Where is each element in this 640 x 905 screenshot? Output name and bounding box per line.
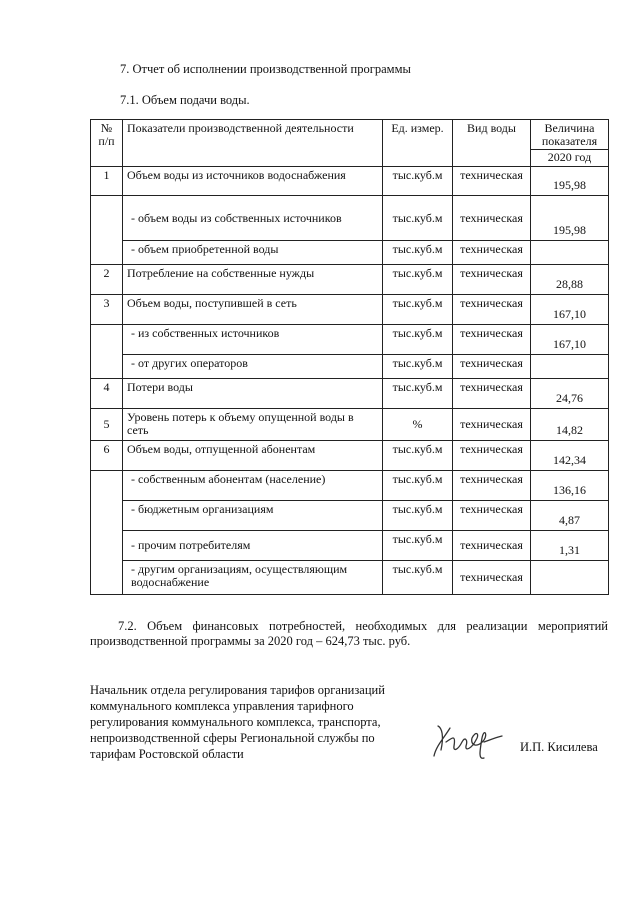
row-name: - от других операторов: [123, 355, 383, 379]
row-value: [531, 561, 609, 595]
table-row: [91, 196, 609, 241]
row-value: [531, 241, 609, 265]
row-value: [531, 355, 609, 379]
header-value: [531, 120, 609, 167]
row-kind: техническая: [453, 196, 531, 241]
table-row: [91, 295, 609, 325]
row-name: - бюджетным организациям: [123, 501, 383, 531]
section-title: 7. Отчет об исполнении производственной программы: [120, 62, 411, 76]
water-volume-table: [90, 119, 609, 595]
row-num: [91, 471, 123, 595]
table-row: [91, 265, 609, 295]
row-kind: техническая: [453, 409, 531, 441]
row-value: 195,98: [531, 167, 609, 196]
header-name: Показатели производственной деятельности: [123, 120, 383, 167]
row-unit: тыс.куб.м: [383, 471, 453, 501]
row-num: 4: [91, 379, 123, 409]
row-name: Потери воды: [123, 379, 383, 409]
row-name: - прочим потребителям: [123, 531, 383, 561]
row-kind: техническая: [453, 471, 531, 501]
table-header-row: [91, 120, 609, 167]
row-kind: техническая: [453, 295, 531, 325]
row-unit: тыс.куб.м: [383, 167, 453, 196]
signature-stroke: [434, 726, 502, 758]
subsection-title: 7.1. Объем подачи воды.: [120, 93, 250, 107]
signer-position: Начальник отдела регулирования тарифов организаций коммунального комплекса управления тарифного регулирования коммунального комплекса, транспорта, непроизводственной сферы Региональной службы по тарифам Ростовской области: [90, 683, 385, 761]
table-row: [91, 441, 609, 471]
table-row: [91, 531, 609, 561]
row-kind: техническая: [453, 501, 531, 531]
header-unit: Ед. измер.: [383, 120, 453, 167]
row-name: - объем воды из собственных источников: [123, 196, 383, 241]
row-name: Потребление на собственные нужды: [123, 265, 383, 295]
row-kind: техническая: [453, 265, 531, 295]
table-row: [91, 355, 609, 379]
row-value: 4,87: [531, 501, 609, 531]
signer-name: И.П. Кисилева: [520, 740, 598, 754]
table-row: [91, 325, 609, 355]
row-num: 3: [91, 295, 123, 325]
table-row: [91, 501, 609, 531]
row-unit: тыс.куб.м: [383, 325, 453, 355]
row-name: - собственным абонентам (население): [123, 471, 383, 501]
row-kind: техническая: [453, 241, 531, 265]
row-kind: техническая: [453, 355, 531, 379]
row-kind: техническая: [453, 441, 531, 471]
row-value: 28,88: [531, 265, 609, 295]
row-value: 1,31: [531, 531, 609, 561]
row-num: [91, 196, 123, 265]
row-unit: тыс.куб.м: [383, 241, 453, 265]
table-row: [91, 241, 609, 265]
row-unit: тыс.куб.м: [383, 501, 453, 531]
header-value-label: Величина показателя: [541, 121, 598, 148]
row-kind: техническая: [453, 325, 531, 355]
row-unit: тыс.куб.м: [383, 295, 453, 325]
table-row: [91, 379, 609, 409]
row-name: - другим организациям, осуществляющим водоснабжение: [123, 561, 383, 595]
row-name: - объем приобретенной воды: [123, 241, 383, 265]
row-kind: техническая: [453, 561, 531, 595]
header-year: 2020 год: [531, 149, 608, 165]
row-value: 195,98: [531, 196, 609, 241]
row-unit: тыс.куб.м: [383, 561, 453, 595]
table-row: [91, 409, 609, 441]
row-kind: техническая: [453, 167, 531, 196]
row-unit: тыс.куб.м: [383, 196, 453, 241]
row-name: Уровень потерь к объему опущенной воды в сеть: [123, 409, 383, 441]
row-unit: %: [383, 409, 453, 441]
handwritten-signature: [432, 716, 512, 766]
header-num: № п/п: [91, 120, 123, 167]
row-name: Объем воды, поступившей в сеть: [123, 295, 383, 325]
row-num: 6: [91, 441, 123, 471]
row-value: 14,82: [531, 409, 609, 441]
row-kind: техническая: [453, 379, 531, 409]
row-name: Объем воды, отпущенной абонентам: [123, 441, 383, 471]
row-value: 167,10: [531, 295, 609, 325]
finance-paragraph: 7.2. Объем финансовых потребностей, необходимых для реализации мероприятий производственной программы за 2020 год – 624,73 тыс. руб.: [90, 619, 608, 648]
row-name: - из собственных источников: [123, 325, 383, 355]
table-row: [91, 471, 609, 501]
row-name: Объем воды из источников водоснабжения: [123, 167, 383, 196]
row-unit: тыс.куб.м: [383, 441, 453, 471]
row-unit: тыс.куб.м: [383, 265, 453, 295]
table-row: [91, 561, 609, 595]
row-value: 167,10: [531, 325, 609, 355]
header-kind: Вид воды: [453, 120, 531, 167]
row-kind: техническая: [453, 531, 531, 561]
table-row: [91, 167, 609, 196]
row-num: 5: [91, 409, 123, 441]
row-value: 142,34: [531, 441, 609, 471]
row-value: 136,16: [531, 471, 609, 501]
row-unit: тыс.куб.м: [383, 531, 453, 561]
row-unit: тыс.куб.м: [383, 355, 453, 379]
row-num: [91, 325, 123, 379]
row-num: 1: [91, 167, 123, 196]
row-num: 2: [91, 265, 123, 295]
row-value: 24,76: [531, 379, 609, 409]
row-unit: тыс.куб.м: [383, 379, 453, 409]
